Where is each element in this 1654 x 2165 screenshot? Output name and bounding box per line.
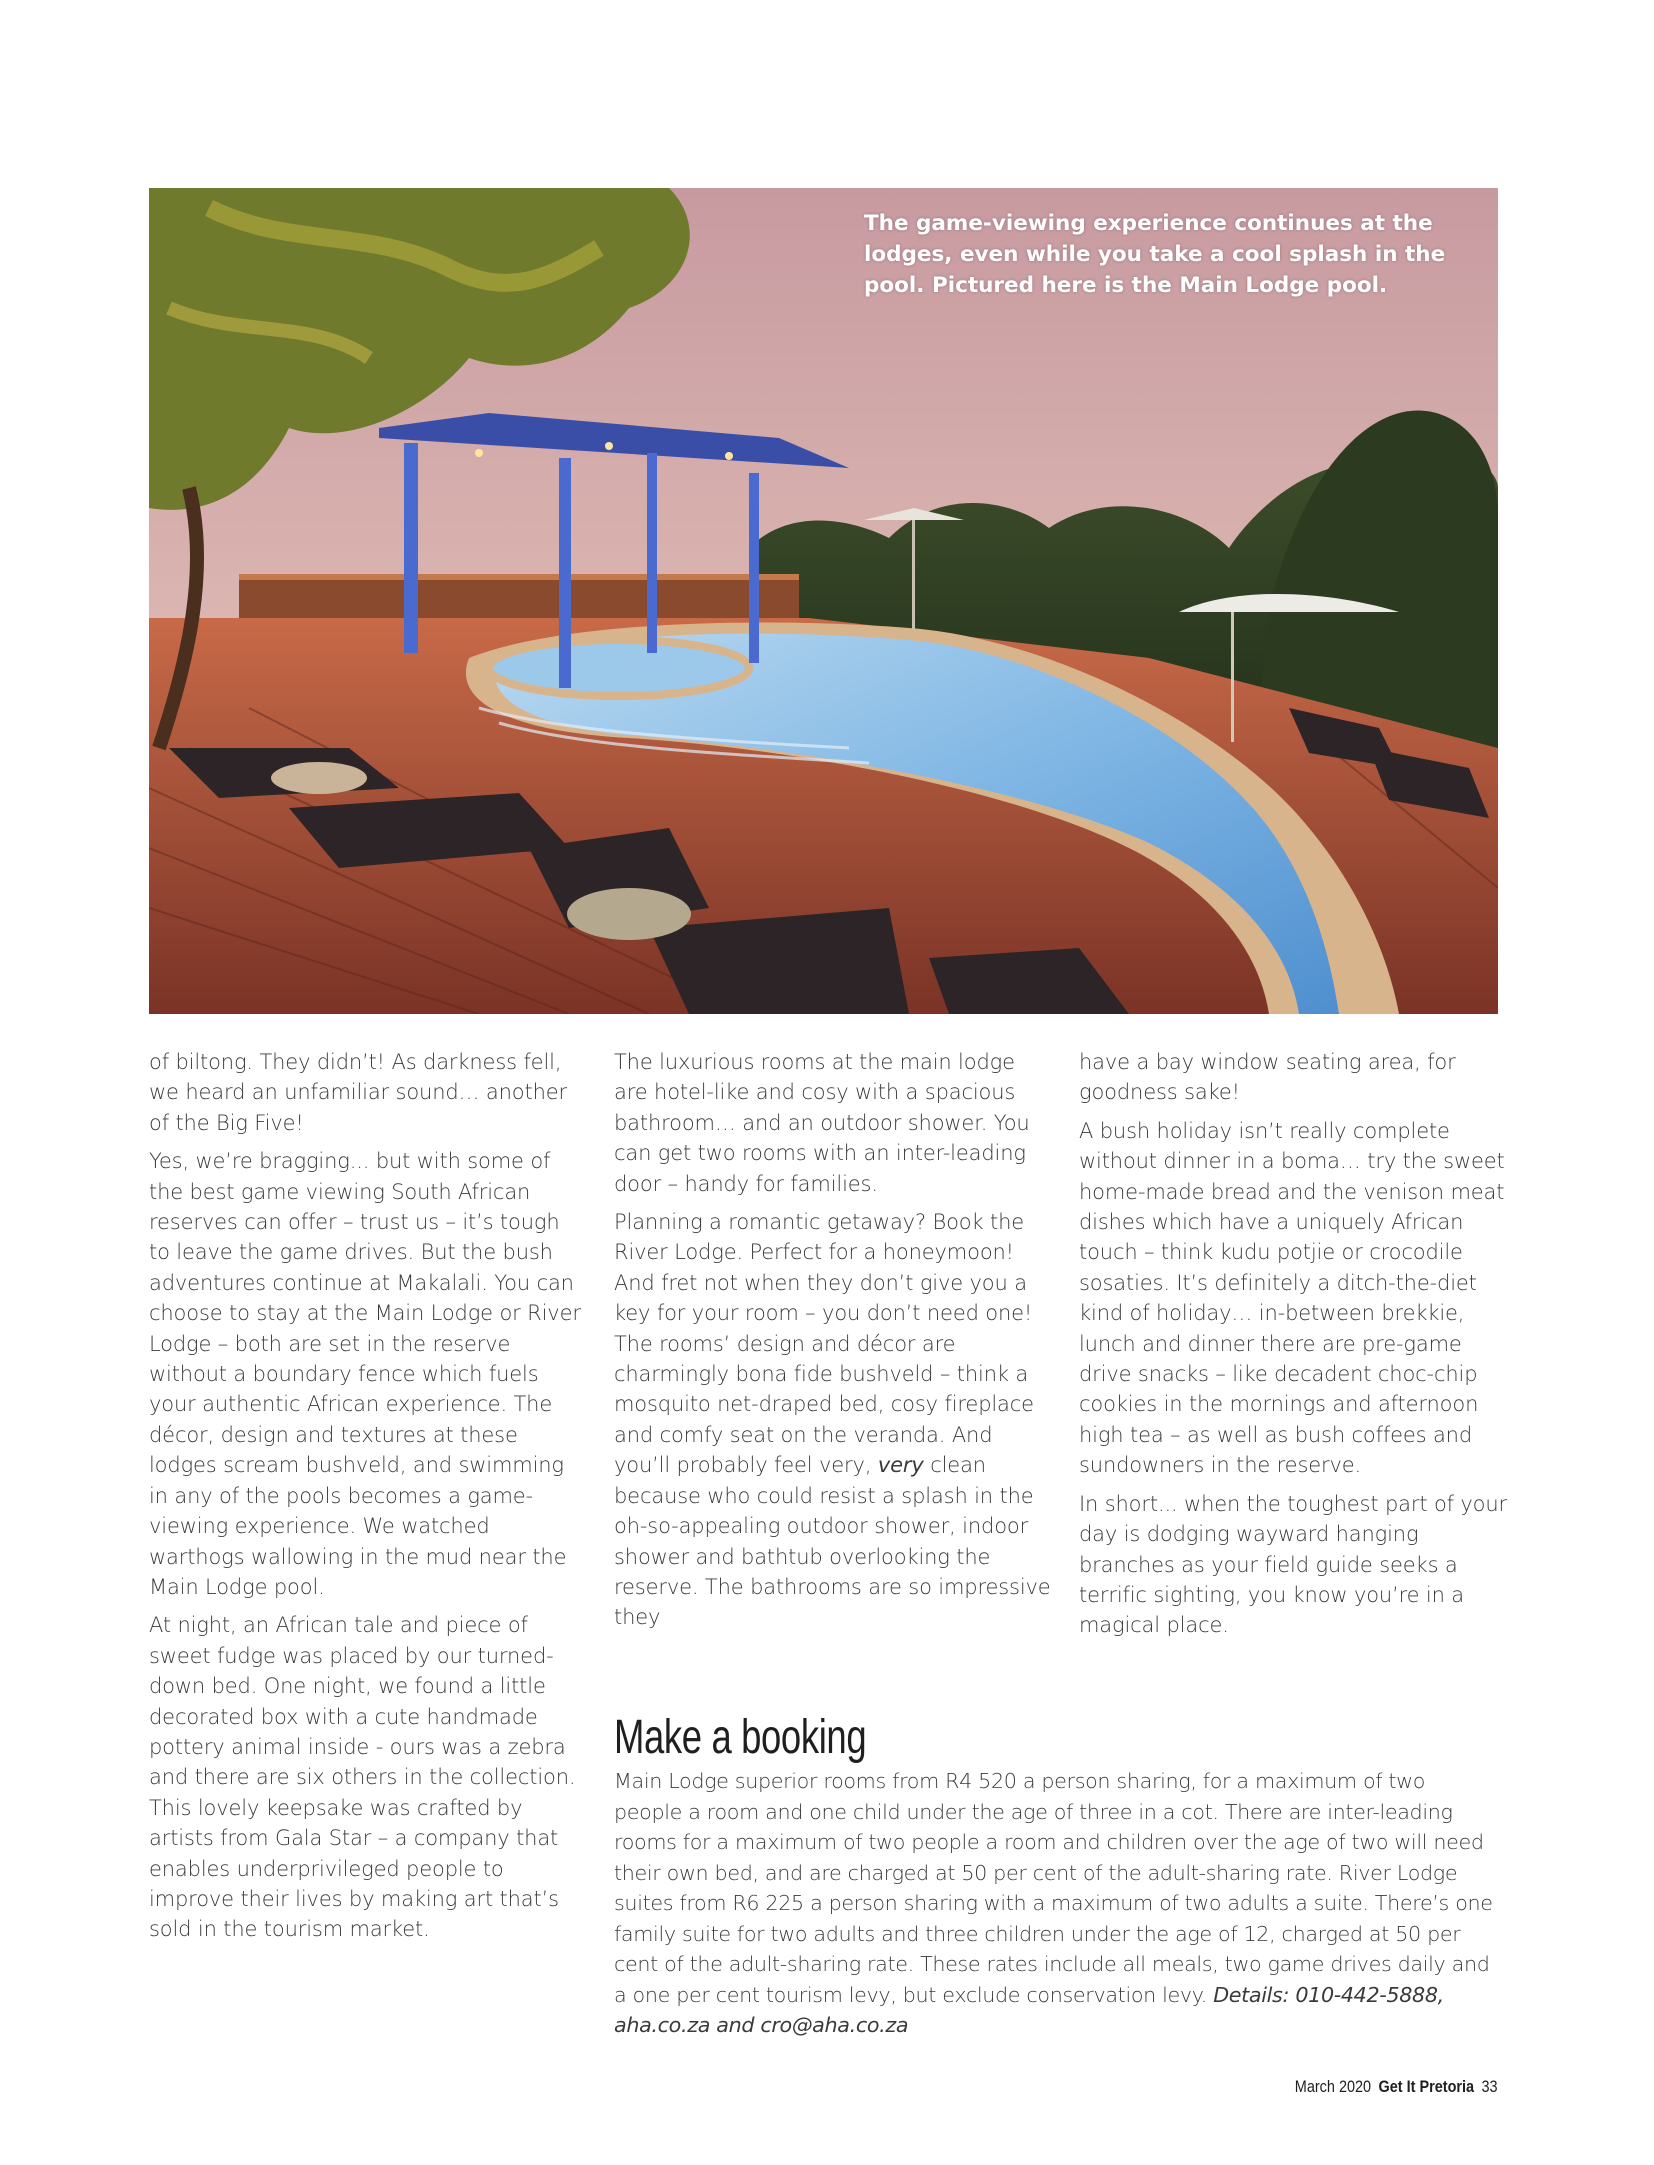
article-column-2 xyxy=(614,1047,1054,1641)
page-number: 33 xyxy=(1481,2077,1498,2096)
issue-date: March 2020 xyxy=(1295,2077,1372,2096)
column-3-paragraph: have a bay window seating area, for goodness sake! xyxy=(1079,1050,1456,1105)
column-3-paragraph: In short... when the toughest part of your day is dodging wayward hanging branches as your field guide seeks a terrific sighting, you know you’re in a magical place. xyxy=(1079,1491,1508,1638)
booking-text xyxy=(614,1766,1494,2041)
column-1-paragraph: At night, an African tale and piece of sweet fudge was placed by our turned-down bed. One night, we found a little decorated box with a cute handmade pottery animal inside - ours was a zebra and there are six others in the collection. This lovely keepsake was crafted by artists from Gala Star – a company that enables underprivileged people to improve their lives by making art that’s sold in the tourism market. xyxy=(149,1613,576,1942)
column-1-paragraph: Yes, we’re bragging... but with some of the best game viewing South African reserves can offer – trust us – it’s tough to leave the game drives. But the bush adventures continue at Makalali. You can choose to stay at the Main Lodge or River Lodge – both are set in the reserve without a boundary fence which fuels your authentic African experience. The décor, design and textures at these lodges scream bushveld, and swimming in any of the pools becomes a game-viewing experience. We watched warthogs wallowing in the mud near the Main Lodge pool. xyxy=(149,1149,581,1599)
booking-info-box xyxy=(614,1712,1494,2041)
booking-contact-details: Details: 010-442-5888, aha.co.za and cro@aha.co.za xyxy=(614,1982,1444,2037)
publication-name: Get It Pretoria xyxy=(1378,2077,1475,2096)
column-2-paragraph xyxy=(614,1207,1054,1633)
booking-heading: Make a booking xyxy=(614,1711,867,1764)
booking-rates-text: Main Lodge superior rooms from R4 520 a person sharing, for a maximum of two people a room and one child under the age of three in a cot. There are inter-leading rooms for a maximum of two people a room and children over the age of two will need their own bed, and are charged at 50 per cent of the adult-sharing rate. River Lodge suites from R6 225 a person sharing with a maximum of two adults a suite. There’s one family suite for two adults and three children under the age of 12, charged at 50 per cent of the adult-sharing rate. These rates include all meals, two game drives daily and a one per cent tourism levy, but exclude conservation levy. xyxy=(614,1769,1493,2007)
column-3-paragraph: A bush holiday isn’t really complete without dinner in a boma… try the sweet home-made bread and the venison meat dishes which have a uniquely African touch – think kudu potjie or crocodile sosaties. It’s definitely a ditch-the-diet kind of holiday… in-between brekkie, lunch and dinner there are pre-game drive snacks – like decadent choc-chip cookies in the mornings and afternoon high tea – as well as bush coffees and sundowners in the reserve. xyxy=(1079,1118,1505,1478)
pool-scene-illustration xyxy=(149,188,1498,1014)
photo-caption: The game-viewing experience continues at the lodges, even while you take a cool splash in the pool. Pictured here is the Main Lodge pool. xyxy=(864,211,1446,298)
column-1-paragraph: of biltong. They didn’t! As darkness fell, we heard an unfamiliar sound… another of the Big Five! xyxy=(149,1050,567,1135)
column-2-paragraph: The luxurious rooms at the main lodge are hotel-like and cosy with a spacious bathroom… and an outdoor shower. You can get two rooms with an inter-leading door – handy for families. xyxy=(614,1050,1030,1196)
main-lodge-pool-photo xyxy=(149,188,1498,1014)
emphasis-text: very xyxy=(877,1453,924,1478)
paragraph-text: clean because who could resist a splash in the oh-so-appealing outdoor shower, indoor shower and bathtub overlooking the reserve. The bathrooms are so impressive they xyxy=(614,1453,1051,1630)
page-footer xyxy=(1295,2077,1498,2097)
article-column-1 xyxy=(149,1047,581,1953)
article-column-3 xyxy=(1079,1047,1509,1649)
paragraph-text: Planning a romantic getaway? Book the River Lodge. Perfect for a honeymoon! And fret not when they don’t give you a key for your room – you don’t need one! The rooms’ design and décor are charmingly bona fide bushveld – think a mosquito net-draped bed, cosy fireplace and comfy seat on the veranda. And you’ll probably feel very, xyxy=(614,1210,1034,1478)
